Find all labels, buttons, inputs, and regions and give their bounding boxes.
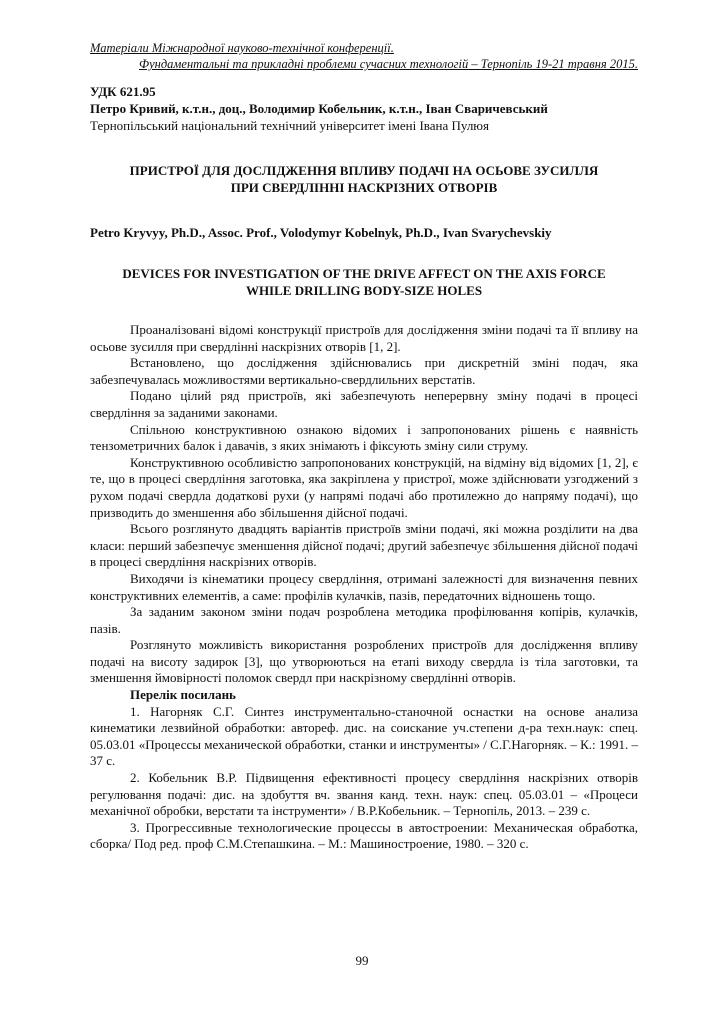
references-heading: Перелік посилань [130,687,236,703]
paragraph: Виходячи із кінематики процесу свердління, отримані залежності для визначення певних конструктивних елементів, а саме: профілів кулачків, пазів, передаточних відношень тощо. [90,570,638,603]
abstract-body [90,322,638,853]
conference-header-line-1: Матеріали Міжнародної науково-технічної конференції. [90,41,394,55]
title-ua-line-1: ПРИСТРОЇ ДЛЯ ДОСЛІДЖЕННЯ ВПЛИВУ ПОДАЧІ НА ОСЬОВЕ ЗУСИЛЛЯ [129,163,599,178]
title-en-line-1: DEVICES FOR INVESTIGATION OF THE DRIVE AFFECT ON THE AXIS FORCE [122,266,606,281]
page-number: 99 [355,953,369,968]
title-ua-line-2: ПРИ СВЕРДЛІННІ НАСКРІЗНИХ ОТВОРІВ [230,180,498,195]
paper-page [90,40,638,853]
title-ua [90,162,638,196]
paragraph: Конструктивною особливістю запропонованих конструкцій, на відміну від відомих [1, 2], є те, що в процесі свердління заготовка, яка закріплена у пристрої, може здійснювати узгоджений з рухом подачі свердла додаткові рухи (у напрямі подачі або протилежно до напряму подачі), що призводить до зменшення або збільшення дійсної подачі. [90,454,638,520]
affiliation: Тернопільський національний технічний університет імені Івана Пулюя [90,118,489,133]
reference-item: 2. Кобельник В.Р. Підвищення ефективності процесу свердління наскрізних отворів регулювання подачі: дис. на здобуття вч. звання канд. техн. наук: спец. 05.03.01 – «Процеси механічної обробки, верстати та інструменти» / В.Р.Кобельник. – Тернопіль, 2013. – 239 с. [90,770,638,819]
conference-header-line-2: Фундаментальні та прикладні проблеми сучасних технологій – Тернопіль 19-21 травня 2015. [139,57,638,71]
title-en [90,265,638,299]
paragraph: Спільною конструктивною ознакою відомих і запропонованих рішень є наявність тензометричних балок і давачів, з яких знімають і фіксують зміну сили струму. [90,421,638,454]
paragraph: Всього розглянуто двадцять варіантів пристроїв зміни подачі, які можна розділити на два класи: перший забезпечує зменшення дійсної подачі; другий забезпечує збільшення дійсної подачі в процесі свердління наскрізних отворів. [90,521,638,570]
title-en-line-2: WHILE DRILLING BODY-SIZE HOLES [245,283,483,298]
udk-code: УДК 621.95 [90,84,156,99]
paragraph: За заданим законом зміни подач розроблена методика профілювання копірів, кулачків, пазів. [90,604,638,636]
reference-item: 1. Нагорняк С.Г. Синтез инструментально-станочной оснастки на основе анализа кинематики лезвийной обработки: автореф. дис. на соискание уч.степени д-ра техн.наук: спец. 05.03.01 «Процессы механической обработки, станки и инструменты» / С.Г.Нагорняк. – К.: 1991. – 37 с. [90,703,638,769]
paragraph: Встановлено, що дослідження здійснювались при дискретній зміні подач, яка забезпечувалась можливостями вертикально-свердлильних верстатів. [90,355,638,387]
authors-en: Petro Kryvyy, Ph.D., Assoc. Prof., Volodymyr Kobelnyk, Ph.D., Ivan Svarychevskiy [90,225,552,240]
authors-ua: Петро Кривий, к.т.н., доц., Володимир Кобельник, к.т.н., Іван Сваричевський [90,101,548,116]
paragraph: Проаналізовані відомі конструкції пристроїв для дослідження зміни подачі та її впливу на осьове зусилля при свердлінні наскрізних отворів [1, 2]. [90,322,638,354]
paragraph: Розглянуто можливість використання розроблених пристроїв для дослідження впливу подачі на висоту задирок [3], що утворюються на етапі виходу свердла із тіла заготовки, та зменшення ймовірності поломок свердл при наскрізному свердлінні отворів. [90,637,638,686]
reference-item: 3. Прогрессивные технологические процессы в автостроении: Механическая обработка, сборка/ Под ред. проф С.М.Степашкина. – М.: Машиностроение, 1980. – 320 с. [90,819,638,852]
paragraph: Подано цілий ряд пристроїв, які забезпечують неперервну зміну подачі в процесі свердління за заданими законами. [90,388,638,420]
